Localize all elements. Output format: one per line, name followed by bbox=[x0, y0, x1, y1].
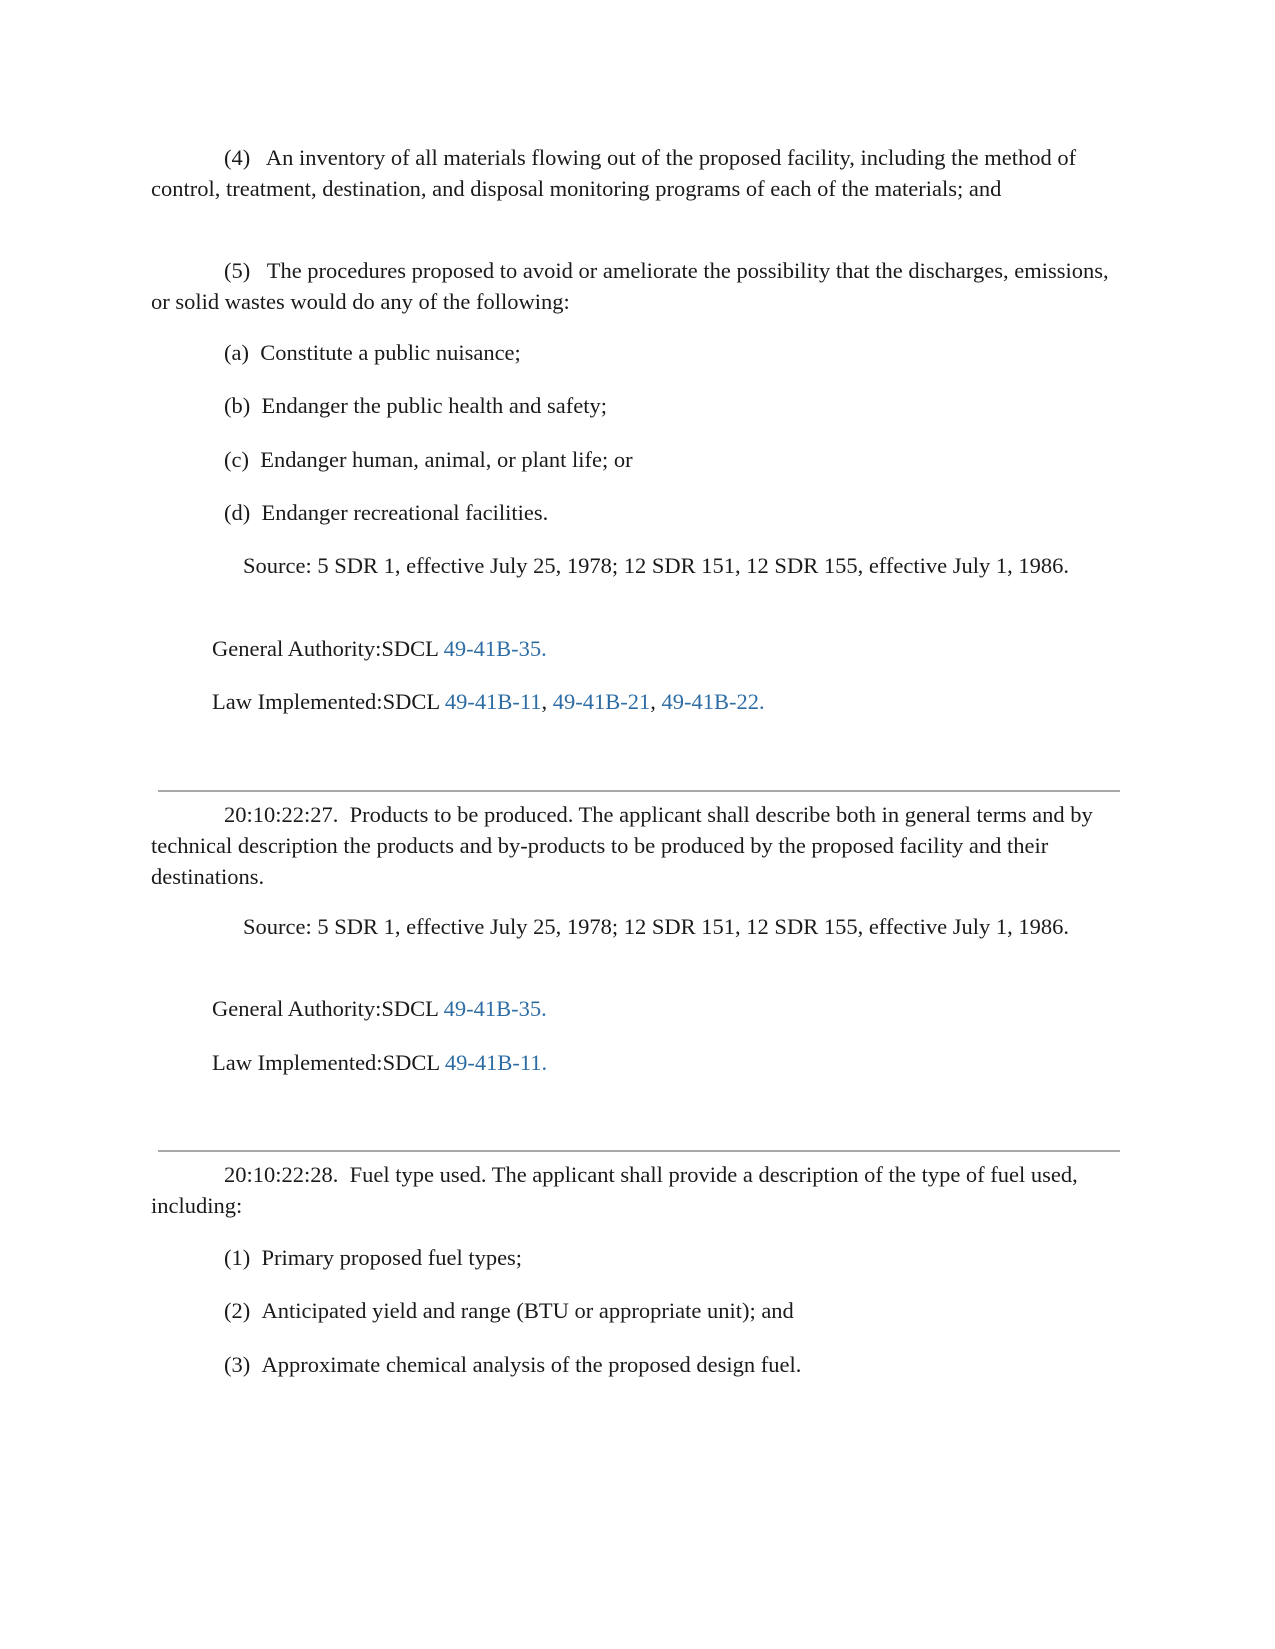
source-note: Source: 5 SDR 1, effective July 25, 1978; 12 SDR 151, 12 SDR 155, effective July 1, 1986. bbox=[243, 914, 1069, 939]
separator: , bbox=[650, 689, 662, 714]
statute-link[interactable]: 49-41B-22. bbox=[661, 689, 765, 714]
law-implemented bbox=[212, 686, 765, 717]
source-note: Source: 5 SDR 1, effective July 25, 1978; 12 SDR 151, 12 SDR 155, effective July 1, 1986. bbox=[243, 553, 1069, 578]
section-28-text: 20:10:22:28. Fuel type used. The applicant shall provide a description of the type of fuel used, including: bbox=[151, 1162, 1078, 1218]
paragraph-item-4: (4) An inventory of all materials flowing out of the proposed facility, including the method of control, treatment, destination, and disposal monitoring programs of each of the materials; and bbox=[151, 145, 1077, 201]
statute-link[interactable]: 49-41B-35. bbox=[443, 636, 547, 661]
law-implemented-label: Law Implemented:SDCL bbox=[212, 1050, 445, 1075]
section-divider bbox=[158, 1150, 1120, 1152]
separator: , bbox=[541, 689, 553, 714]
general-authority bbox=[212, 633, 547, 664]
list-item-d: (d) Endanger recreational facilities. bbox=[224, 500, 549, 525]
statute-link[interactable]: 49-41B-21 bbox=[552, 689, 651, 714]
paragraph-item-5: (5) The procedures proposed to avoid or ameliorate the possibility that the discharges, emissions, or solid wastes would do any of the following: bbox=[151, 258, 1109, 314]
statute-link[interactable]: 49-41B-35. bbox=[443, 996, 547, 1021]
general-authority bbox=[212, 993, 547, 1024]
section-27-text: 20:10:22:27. Products to be produced. The applicant shall describe both in general terms and by technical description the products and by-products to be produced by the proposed facility and their destinations. bbox=[151, 802, 1093, 889]
statute-link[interactable]: 49-41B-11. bbox=[444, 1050, 548, 1075]
law-implemented-label: Law Implemented:SDCL bbox=[212, 689, 445, 714]
list-item-1: (1) Primary proposed fuel types; bbox=[224, 1245, 523, 1270]
list-item-c: (c) Endanger human, animal, or plant life; or bbox=[224, 447, 633, 472]
list-item-a: (a) Constitute a public nuisance; bbox=[224, 340, 521, 365]
section-divider bbox=[158, 790, 1120, 792]
law-implemented bbox=[212, 1047, 547, 1078]
list-item-3: (3) Approximate chemical analysis of the proposed design fuel. bbox=[224, 1352, 802, 1377]
list-item-b: (b) Endanger the public health and safety; bbox=[224, 393, 607, 418]
general-authority-label: General Authority:SDCL bbox=[212, 636, 444, 661]
general-authority-label: General Authority:SDCL bbox=[212, 996, 444, 1021]
list-item-2: (2) Anticipated yield and range (BTU or appropriate unit); and bbox=[224, 1298, 794, 1323]
statute-link[interactable]: 49-41B-11 bbox=[444, 689, 542, 714]
